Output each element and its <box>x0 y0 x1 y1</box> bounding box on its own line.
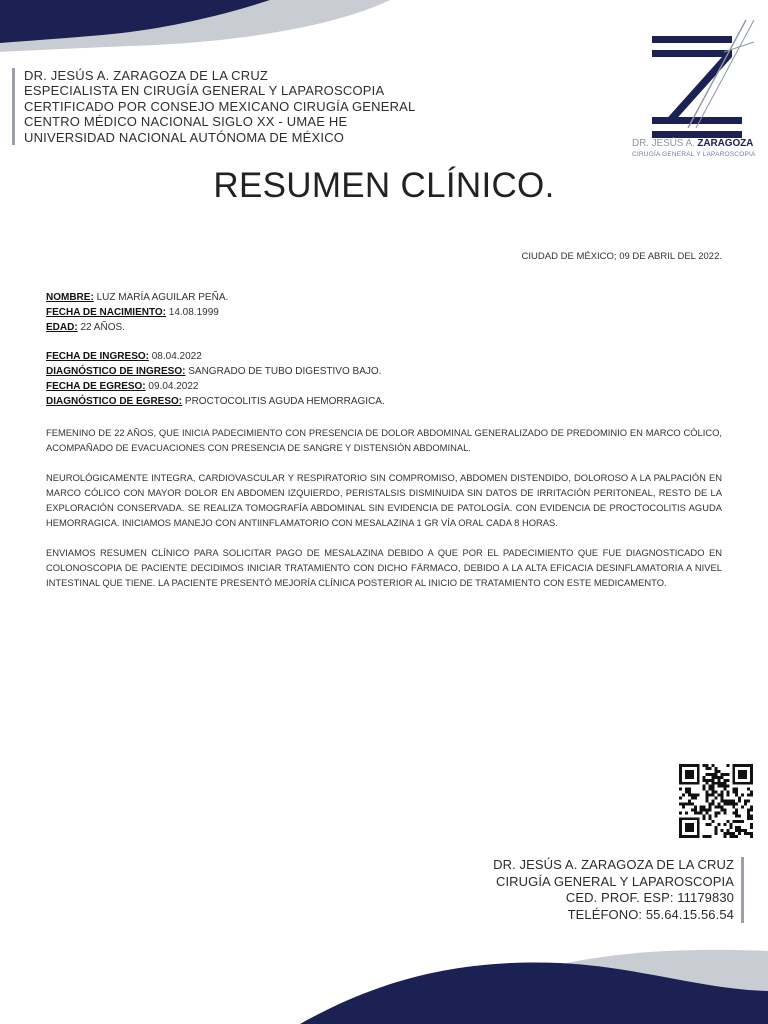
field-label: NOMBRE: <box>46 292 94 303</box>
header-hospital: CENTRO MÉDICO NACIONAL SIGLO XX - UMAE HE <box>24 114 348 130</box>
signature-specialty: CIRUGÍA GENERAL Y LAPAROSCOPIA <box>495 873 734 889</box>
field-value: 22 AÑOS. <box>80 322 125 333</box>
field-diagnostico-egreso <box>46 394 726 409</box>
field-label: FECHA DE INGRESO: <box>46 351 149 362</box>
logo-name-prefix: DR. JESÚS A. <box>632 138 698 149</box>
field-label: FECHA DE EGRESO: <box>46 381 146 392</box>
signature-phone: TELÉFONO: 55.64.15.56.54 <box>567 906 734 922</box>
logo-name <box>632 138 753 149</box>
field-nombre <box>46 290 726 305</box>
signature-block <box>493 857 744 923</box>
field-value: PROCTOCOLITIS AGUDA HEMORRAGICA. <box>184 396 385 407</box>
field-value: 14.08.1999 <box>168 307 219 318</box>
header-specialty: ESPECIALISTA EN CIRUGÍA GENERAL Y LAPAROSCOPIA <box>24 83 385 99</box>
field-fecha-egreso <box>46 379 726 394</box>
clinical-paragraph-request: ENVIAMOS RESUMEN CLÍNICO PARA SOLICITAR PAGO DE MESALAZINA DEBIDO A QUE POR EL PADECIMIENTO QUE FUE DIAGNOSTICADO EN COLONOSCOPIA DE PACIENTE DECIDIMOS INICIAR TRATAMIENTO CON DICHO FÁRMACO, DEBIDO A LA ALTA EFICACIA DESINFLAMATORIA A NIVEL INTESTINAL QUE TIENE. LA PACIENTE PRESENTÓ MEJORÍA CLÍNICA POSTERIOR AL INICIO DE TRATAMIENTO CON ESTE MEDICAMENTO. <box>46 547 722 588</box>
header-doctor-name: DR. JESÚS A. ZARAGOZA DE LA CRUZ <box>24 68 269 83</box>
field-label: EDAD: <box>46 322 78 333</box>
field-label: DIAGNÓSTICO DE INGRESO: <box>46 366 186 377</box>
document-title: RESUMEN CLÍNICO. <box>213 166 555 205</box>
clinical-paragraph-exam: NEUROLÓGICAMENTE INTEGRA, CARDIOVASCULAR Y RESPIRATORIO SIN COMPROMISO, ABDOMEN DISTENDIDO, DOLOROSO A LA PALPACIÓN EN MARCO CÓLICO CON MAYOR DOLOR EN ABDOMEN IZQUIERDO, PERISTALSIS DISMINUIDA SIN DATOS DE IRRITACIÓN PERITONEAL, RESTO DE LA EXPLORACIÓN CONSERVADA. SE REALIZA TOMOGRAFÍA ABDOMINAL SIN EVIDENCIA DE PATOLOGÍA. CON EVIDENCIA DE PROCTOCOLITIS AGUDA HEMORRAGICA. INICIAMOS MANEJO CON ANTIINFLAMATORIO CON MESALAZINA 1 GR VÍA ORAL CADA 8 HORAS. <box>46 472 722 528</box>
field-fecha-nacimiento <box>46 305 726 320</box>
logo-name-brand: ZARAGOZA <box>697 138 754 149</box>
clinical-paragraph-history: FEMENINO DE 22 AÑOS, QUE INICIA PADECIMIENTO CON PRESENCIA DE DOLOR ABDOMINAL GENERALIZADO DE PREDOMINIO EN MARCO CÓLICO, ACOMPAÑADO DE EVACUACIONES CON PRESENCIA DE SANGRE Y DISTENSIÓN ABDOMINAL. <box>46 427 722 453</box>
date-line: CIUDAD DE MÉXICO; 09 DE ABRIL DEL 2022. <box>521 251 722 262</box>
header-certification: CERTIFICADO POR CONSEJO MEXICANO CIRUGÍA GENERAL <box>24 98 416 114</box>
doctor-header <box>12 68 415 145</box>
bottom-decorative-wave <box>0 929 768 1024</box>
field-value: LUZ MARÍA AGUILAR PEÑA. <box>96 292 229 303</box>
field-value: 08.04.2022 <box>151 351 202 362</box>
patient-info <box>46 290 726 335</box>
field-value: 09.04.2022 <box>148 381 199 392</box>
qr-code-icon <box>679 764 753 838</box>
signature-cedula: CED. PROF. ESP: 11179830 <box>565 890 734 906</box>
logo-subtitle: CIRUGÍA GENERAL Y LAPAROSCOPIA <box>632 151 756 158</box>
field-label: FECHA DE NACIMIENTO: <box>46 307 166 318</box>
field-value: SANGRADO DE TUBO DIGESTIVO BAJO. <box>188 366 382 377</box>
field-diagnostico-ingreso <box>46 364 726 379</box>
field-label: DIAGNÓSTICO DE EGRESO: <box>46 396 183 407</box>
field-edad <box>46 320 726 335</box>
signature-name: DR. JESÚS A. ZARAGOZA DE LA CRUZ <box>493 857 734 872</box>
admission-info <box>46 349 726 409</box>
header-university: UNIVERSIDAD NACIONAL AUTÓNOMA DE MÉXICO <box>24 129 345 145</box>
field-fecha-ingreso <box>46 349 726 364</box>
